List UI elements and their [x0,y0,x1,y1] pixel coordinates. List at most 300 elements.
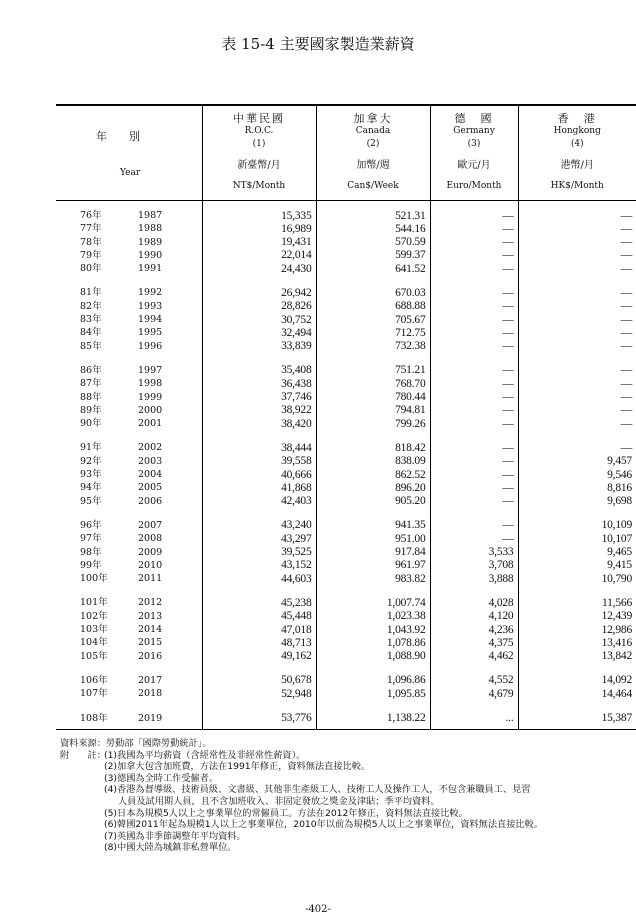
germany-value: — [430,455,518,468]
germany-value: 4,028 [430,596,518,609]
year-cell [56,546,202,559]
column-name-zh: 中華民國 [233,112,285,125]
roc-year: 95年 [80,495,102,507]
column-name-zh: 德 國 [454,112,494,125]
ad-year: 1999 [138,391,163,403]
column-name-zh: 加拿大 [353,112,393,125]
ad-year: 1998 [138,378,163,390]
hongkong-value: — [518,236,636,249]
roc-value: 28,826 [202,300,316,313]
note-text: (7)英國為非季節調整年平均資料。 [104,830,246,842]
canada-value: 862.52 [316,468,430,481]
column-name-en: Canada [355,126,391,136]
roc-year: 99年 [80,559,102,571]
canada-value: 983.82 [316,572,430,585]
year-cell [56,377,202,390]
year-cell [56,404,202,417]
roc-value: 16,989 [202,222,316,235]
germany-value: — [430,495,518,508]
ad-year: 2014 [138,624,163,636]
table-row [56,623,636,636]
note-text: (4)香港為督導級、技術員級、文書級、其他非生產級工人、技術工人及操作工人，不包含兼職員工、見習 [104,784,531,796]
roc-value: 43,240 [202,519,316,532]
note-text: (6)韓國2011年起為規模1人以上之事業單位，2010年以前為規模5人以上之事業單位，資料無法直接比較。 [104,819,543,831]
group-spacer [56,430,636,441]
germany-value: — [430,391,518,404]
roc-value: 38,420 [202,417,316,430]
year-cell [56,674,202,687]
germany-value: — [430,286,518,299]
roc-value: 43,152 [202,559,316,572]
column-name-en: R.O.C. [244,126,274,136]
year-cell [56,340,202,353]
canada-value: 794.81 [316,404,430,417]
hongkong-value: — [518,441,636,454]
table-row [56,559,636,572]
roc-value: 19,431 [202,236,316,249]
roc-year: 81年 [80,287,102,299]
roc-value: 33,839 [202,340,316,353]
roc-year: 82年 [80,300,102,312]
year-cell [56,468,202,481]
roc-year: 78年 [80,236,102,248]
roc-value: 52,948 [202,687,316,700]
roc-year: 90年 [80,418,102,430]
hongkong-value: 9,546 [518,468,636,481]
germany-value: 3,708 [430,559,518,572]
ad-year: 2017 [138,674,163,686]
roc-year: 98年 [80,546,102,558]
ad-year: 1996 [138,340,163,352]
ad-year: 2015 [138,637,163,649]
group-spacer [56,508,636,519]
germany-value: 3,533 [430,546,518,559]
column-number: (3) [467,139,481,149]
roc-value: 44,603 [202,572,316,585]
source-text: 勞動部「國際勞動統計」。 [105,738,212,749]
germany-value: — [430,481,518,494]
wage-table [56,104,636,730]
year-cell [56,495,202,508]
column-unit-zh: 歐元/月 [457,160,491,171]
roc-year: 88年 [80,391,102,403]
table-row [56,377,636,390]
hongkong-value: — [518,313,636,326]
note-line [60,796,543,808]
column-unit-en: HK$/Month [550,181,604,191]
canada-value: 1,023.38 [316,610,430,623]
ad-year: 2016 [138,650,163,662]
germany-value: — [430,300,518,313]
column-header-canada [316,105,430,201]
hongkong-value: — [518,404,636,417]
canada-value: 1,078.86 [316,636,430,649]
table-row [56,340,636,353]
roc-year: 100年 [80,573,108,585]
year-cell [56,532,202,545]
roc-value: 45,448 [202,610,316,623]
table-row [56,313,636,326]
year-cell [56,300,202,313]
hongkong-value: 14,464 [518,687,636,700]
roc-value: 40,666 [202,468,316,481]
hongkong-value: — [518,326,636,339]
year-cell [56,650,202,663]
canada-value: 705.67 [316,313,430,326]
germany-value: — [430,532,518,545]
table-body [56,201,636,730]
roc-value: 50,678 [202,674,316,687]
hongkong-value: — [518,340,636,353]
canada-value: 818.42 [316,441,430,454]
roc-year: 102年 [80,610,108,622]
page-number: -402- [305,904,331,915]
year-header [56,105,202,201]
germany-value: 4,120 [430,610,518,623]
year-cell [56,596,202,609]
table-row [56,546,636,559]
year-cell [56,636,202,649]
germany-value: — [430,262,518,275]
germany-value: — [430,364,518,377]
group-spacer [56,275,636,286]
canada-value: 896.20 [316,481,430,494]
canada-value: 544.16 [316,222,430,235]
germany-value: — [430,201,518,223]
roc-year: 83年 [80,314,102,326]
ad-year: 2018 [138,688,163,700]
column-unit-zh: 新臺幣/月 [237,160,281,171]
ad-year: 2012 [138,597,163,609]
roc-value: 22,014 [202,249,316,262]
table-row [56,262,636,275]
roc-value: 53,776 [202,712,316,730]
note-line [60,773,543,785]
germany-value: — [430,519,518,532]
table-row [56,572,636,585]
hongkong-value: — [518,364,636,377]
ad-year: 2001 [138,418,163,430]
canada-value: 599.37 [316,249,430,262]
year-cell [56,391,202,404]
ad-year: 2005 [138,482,163,494]
table-row [56,687,636,700]
germany-value: — [430,417,518,430]
ad-year: 1992 [138,287,163,299]
ad-year: 2009 [138,546,163,558]
canada-value: 941.35 [316,519,430,532]
note-text: (3)德國為全時工作受僱者。 [104,772,219,784]
roc-year: 106年 [80,674,108,686]
roc-value: 39,525 [202,546,316,559]
germany-value: — [430,468,518,481]
table-row [56,417,636,430]
hongkong-value: — [518,300,636,313]
hongkong-value: 9,457 [518,455,636,468]
hongkong-value: 9,698 [518,495,636,508]
year-cell [56,623,202,636]
roc-year: 101年 [80,597,108,609]
canada-value: 732.38 [316,340,430,353]
column-header-roc [202,105,316,201]
ad-year: 1995 [138,327,163,339]
year-cell [56,455,202,468]
roc-year: 105年 [80,650,108,662]
table-row [56,468,636,481]
year-cell [56,222,202,235]
canada-value: 768.70 [316,377,430,390]
hongkong-value: — [518,286,636,299]
source-label: 資料來源： [60,738,106,749]
column-header-germany [430,105,518,201]
hongkong-value: 8,816 [518,481,636,494]
table-row [56,364,636,377]
hongkong-value: — [518,201,636,223]
note-line [60,808,543,820]
year-cell [56,326,202,339]
group-spacer [56,701,636,712]
column-name-en: Hongkong [553,126,601,136]
canada-value: 641.52 [316,262,430,275]
canada-value: 688.88 [316,300,430,313]
year-cell [56,249,202,262]
germany-value: ... [430,712,518,730]
roc-year: 87年 [80,378,102,390]
note-line [60,831,543,843]
table-row [56,712,636,730]
hongkong-value: 10,109 [518,519,636,532]
hongkong-value: 14,092 [518,674,636,687]
year-cell [56,572,202,585]
canada-value: 1,088.90 [316,650,430,663]
table-row [56,636,636,649]
hongkong-value: — [518,417,636,430]
table-row [56,391,636,404]
table-row [56,596,636,609]
canada-value: 751.21 [316,364,430,377]
note-line [60,842,543,854]
hongkong-value: — [518,391,636,404]
note-line [60,784,543,796]
notes-label: 附 註： [60,749,106,761]
canada-value: 780.44 [316,391,430,404]
germany-value: 3,888 [430,572,518,585]
year-cell [56,481,202,494]
year-cell [56,236,202,249]
canada-value: 799.26 [316,417,430,430]
roc-year: 77年 [80,223,102,235]
column-unit-zh: 港幣/月 [560,160,594,171]
roc-value: 39,558 [202,455,316,468]
table-row [56,249,636,262]
hongkong-value: — [518,249,636,262]
ad-year: 2019 [138,712,163,724]
roc-year: 85年 [80,340,102,352]
column-name-zh: 香 港 [557,112,597,125]
group-spacer [56,353,636,364]
ad-year: 2002 [138,442,163,454]
canada-value: 521.31 [316,201,430,223]
roc-value: 49,162 [202,650,316,663]
ad-year: 1990 [138,249,163,261]
germany-value: — [430,340,518,353]
year-cell [56,687,202,700]
note-line [60,761,543,773]
ad-year: 1991 [138,263,163,275]
year-cell [56,286,202,299]
column-name-en: Germany [453,126,495,136]
roc-year: 94年 [80,482,102,494]
canada-value: 570.59 [316,236,430,249]
hongkong-value: — [518,222,636,235]
year-cell [56,262,202,275]
year-header-en: Year [120,168,141,178]
ad-year: 2006 [138,495,163,507]
column-number: (2) [366,139,380,149]
germany-value: — [430,404,518,417]
table-row [56,481,636,494]
source-line [60,738,543,750]
canada-value: 1,007.74 [316,596,430,609]
year-cell [56,313,202,326]
roc-value: 38,922 [202,404,316,417]
germany-value: 4,679 [430,687,518,700]
column-number: (4) [570,139,584,149]
germany-value: — [430,236,518,249]
note-text: (2)加拿大包含加班費，方法在1991年修正，資料無法直接比較。 [104,761,371,773]
roc-year: 93年 [80,469,102,481]
roc-value: 24,430 [202,262,316,275]
roc-year: 96年 [80,519,102,531]
roc-year: 92年 [80,455,102,467]
year-cell [56,364,202,377]
roc-year: 89年 [80,404,102,416]
column-unit-en: Can$/Week [347,181,399,191]
hongkong-value: 10,790 [518,572,636,585]
hongkong-value: 9,415 [518,559,636,572]
roc-year: 86年 [80,364,102,376]
roc-value: 45,238 [202,596,316,609]
germany-value: — [430,377,518,390]
ad-year: 2008 [138,533,163,545]
ad-year: 2004 [138,469,163,481]
canada-value: 951.00 [316,532,430,545]
hongkong-value: — [518,377,636,390]
roc-year: 103年 [80,624,108,636]
germany-value: — [430,313,518,326]
note-line [60,819,543,831]
hongkong-value: 12,986 [518,623,636,636]
canada-value: 1,096.86 [316,674,430,687]
roc-value: 26,942 [202,286,316,299]
ad-year: 1997 [138,364,163,376]
germany-value: 4,552 [430,674,518,687]
column-number: (1) [252,139,266,149]
roc-value: 43,297 [202,532,316,545]
year-header-zh: 年別 [96,130,162,143]
year-cell [56,201,202,223]
roc-year: 97年 [80,533,102,545]
roc-value: 37,746 [202,391,316,404]
canada-value: 917.84 [316,546,430,559]
roc-year: 76年 [80,210,102,221]
hongkong-value: 11,566 [518,596,636,609]
germany-value: — [430,222,518,235]
roc-year: 107年 [80,688,108,700]
table-row [56,495,636,508]
note-line [60,750,543,762]
year-cell [56,559,202,572]
roc-value: 15,335 [202,201,316,223]
germany-value: — [430,441,518,454]
note-text: (5)日本為規模5人以上之事業單位的常僱員工。方法在2012年修正，資料無法直接比較。 [104,807,468,819]
table-row [56,674,636,687]
group-spacer [56,663,636,674]
column-unit-en: Euro/Month [446,181,502,191]
table-row [56,650,636,663]
canada-value: 670.03 [316,286,430,299]
ad-year: 1993 [138,300,163,312]
canada-value: 1,138.22 [316,712,430,730]
group-spacer [56,585,636,596]
canada-value: 838.09 [316,455,430,468]
germany-value: 4,462 [430,650,518,663]
hongkong-value: 13,416 [518,636,636,649]
column-unit-zh: 加幣/週 [356,160,390,171]
roc-value: 47,018 [202,623,316,636]
ad-year: 1987 [138,210,163,221]
column-unit-en: NT$/Month [232,181,286,191]
germany-value: — [430,326,518,339]
roc-value: 30,752 [202,313,316,326]
table-row [56,532,636,545]
canada-value: 1,043.92 [316,623,430,636]
note-text: 人員及試用期人員，且不含加班收入、非固定發放之獎金及津貼；季平均資料。 [118,795,440,807]
roc-year: 91年 [80,442,102,454]
year-cell [56,417,202,430]
roc-year: 79年 [80,249,102,261]
column-header-hongkong [518,105,636,201]
notes-section [60,738,543,854]
roc-value: 36,438 [202,377,316,390]
ad-year: 1994 [138,314,163,326]
ad-year: 2010 [138,559,163,571]
roc-value: 38,444 [202,441,316,454]
hongkong-value: 12,439 [518,610,636,623]
roc-year: 108年 [80,712,108,724]
roc-value: 48,713 [202,636,316,649]
table-row [56,441,636,454]
ad-year: 1989 [138,236,163,248]
note-text: (8)中國大陸為城鎮非私營單位。 [104,842,237,854]
roc-value: 42,403 [202,495,316,508]
roc-year: 80年 [80,263,102,275]
table-row [56,300,636,313]
year-cell [56,441,202,454]
ad-year: 2000 [138,404,163,416]
table-row [56,286,636,299]
year-cell [56,610,202,623]
year-cell [56,712,202,730]
hongkong-value: — [518,262,636,275]
roc-value: 35,408 [202,364,316,377]
table-row [56,455,636,468]
hongkong-value: 15,387 [518,712,636,730]
ad-year: 2013 [138,610,163,622]
canada-value: 961.97 [316,559,430,572]
hongkong-value: 13,842 [518,650,636,663]
roc-year: 104年 [80,637,108,649]
